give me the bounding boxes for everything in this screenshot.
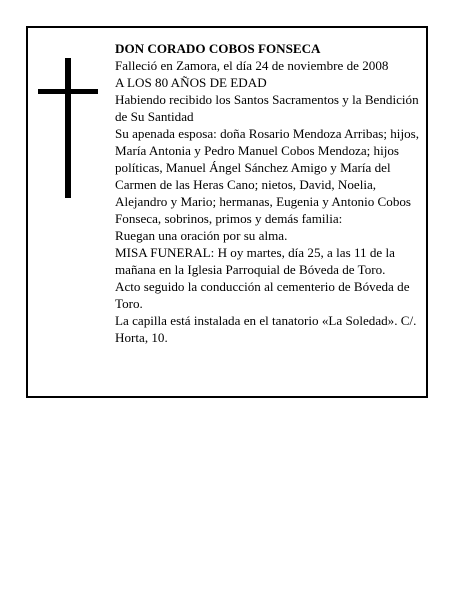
sacraments-line: Habiendo recibido los Santos Sacramentos y la Bendición de Su Santidad xyxy=(115,92,419,124)
cemetery-paragraph: Acto seguido la conducción al cementerio de Bóveda de Toro. xyxy=(115,279,410,311)
chapel-location-paragraph: La capilla está instalada en el tanatorio «La Soledad». C/. Horta, 10. xyxy=(115,313,417,345)
obituary-notice xyxy=(26,26,428,398)
death-date-line: Falleció en Zamora, el día 24 de noviembre de 2008 xyxy=(115,58,389,73)
funeral-mass-paragraph: MISA FUNERAL: H oy martes, día 25, a las 11 de la mañana en la Iglesia Parroquial de Bóveda de Toro. xyxy=(115,245,395,277)
prayer-request-line: Ruegan una oración por su alma. xyxy=(115,228,288,243)
notice-text-block xyxy=(115,40,421,346)
deceased-name: DON CORADO COBOS FONSECA xyxy=(115,41,321,56)
cross-icon xyxy=(38,58,98,198)
cross-horizontal-bar xyxy=(38,89,98,94)
cross-vertical-bar xyxy=(65,58,71,198)
age-line: A LOS 80 AÑOS DE EDAD xyxy=(115,75,267,90)
family-paragraph: Su apenada esposa: doña Rosario Mendoza Arribas; hijos, María Antonia y Pedro Manuel Cobos Mendoza; hijos políticas, Manuel Ángel Sánchez Amigo y María del Carmen de las Heras Cano; nietos, David, Noelia, Alejandro y Mario; hermanas, Eugenia y Antonio Cobos Fonseca, sobrinos, primos y demás familia: xyxy=(115,126,420,226)
